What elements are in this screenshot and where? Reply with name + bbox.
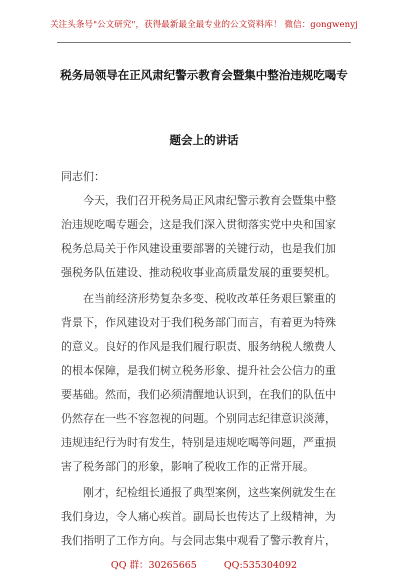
body-text-line: 强税务队伍建设、推动税收事业高质量发展的重要契机。 bbox=[61, 266, 336, 279]
body-text-line: 要基础。然而，我们必须清醒地认识到，在我们的队伍中 bbox=[61, 388, 336, 401]
body-text-line: 我们身边，令人痛心疾首。副局长也传达了上级精神，为 bbox=[61, 510, 336, 523]
header-banner: 关注头条号"公文研究"，获得最新最全最专业的公文资料库！ 微信：gongwenyj bbox=[50, 20, 358, 30]
body-text-line: 治违规吃喝专题会，这是我们深入贯彻落实党中央和国家 bbox=[61, 218, 336, 231]
body-text-line: 刚才，纪检组长通报了典型案例，这些案例就发生在 bbox=[61, 486, 336, 499]
footer-qq-number: QQ:535304092 bbox=[223, 560, 298, 571]
footer-contact bbox=[0, 557, 408, 571]
document-title-line-1: 税务局领导在正风肃纪警示教育会暨集中整治违规吃喝专 bbox=[60, 68, 348, 82]
body-text-line: 仍然存在一些不容忽视的问题。个别同志纪律意识淡薄， bbox=[61, 412, 336, 425]
body-text-line: 今天，我们召开税务局正风肃纪警示教育会暨集中整 bbox=[61, 194, 336, 207]
body-text-line: 违规违纪行为时有发生，特别是违规吃喝等问题，严重损 bbox=[61, 436, 336, 449]
body-text-line: 的根本保障，是我们树立税务形象、提升社会公信力的重 bbox=[61, 364, 336, 377]
body-text-line: 背景下，作风建设对于我们税务部门而言，有着更为特殊 bbox=[61, 316, 336, 329]
body-text-line: 害了税务部门的形象，影响了税收工作的正常开展。 bbox=[61, 460, 314, 473]
header-divider bbox=[57, 42, 351, 43]
body-text-line: 我们指明了工作方向。与会同志集中观看了警示教育片， bbox=[61, 534, 336, 547]
body-text-line: 的意义。良好的作风是我们履行职责、服务纳税人缴费人 bbox=[61, 340, 336, 353]
body-text-line: 税务总局关于作风建设重要部署的关键行动，也是我们加 bbox=[61, 242, 336, 255]
salutation: 同志们： bbox=[61, 170, 105, 183]
body-text-line: 在当前经济形势复杂多变、税收改革任务艰巨繁重的 bbox=[61, 292, 336, 305]
footer-qq-group: QQ 群：30265665 bbox=[110, 560, 197, 571]
document-title-line-2: 题会上的讲话 bbox=[169, 133, 239, 147]
